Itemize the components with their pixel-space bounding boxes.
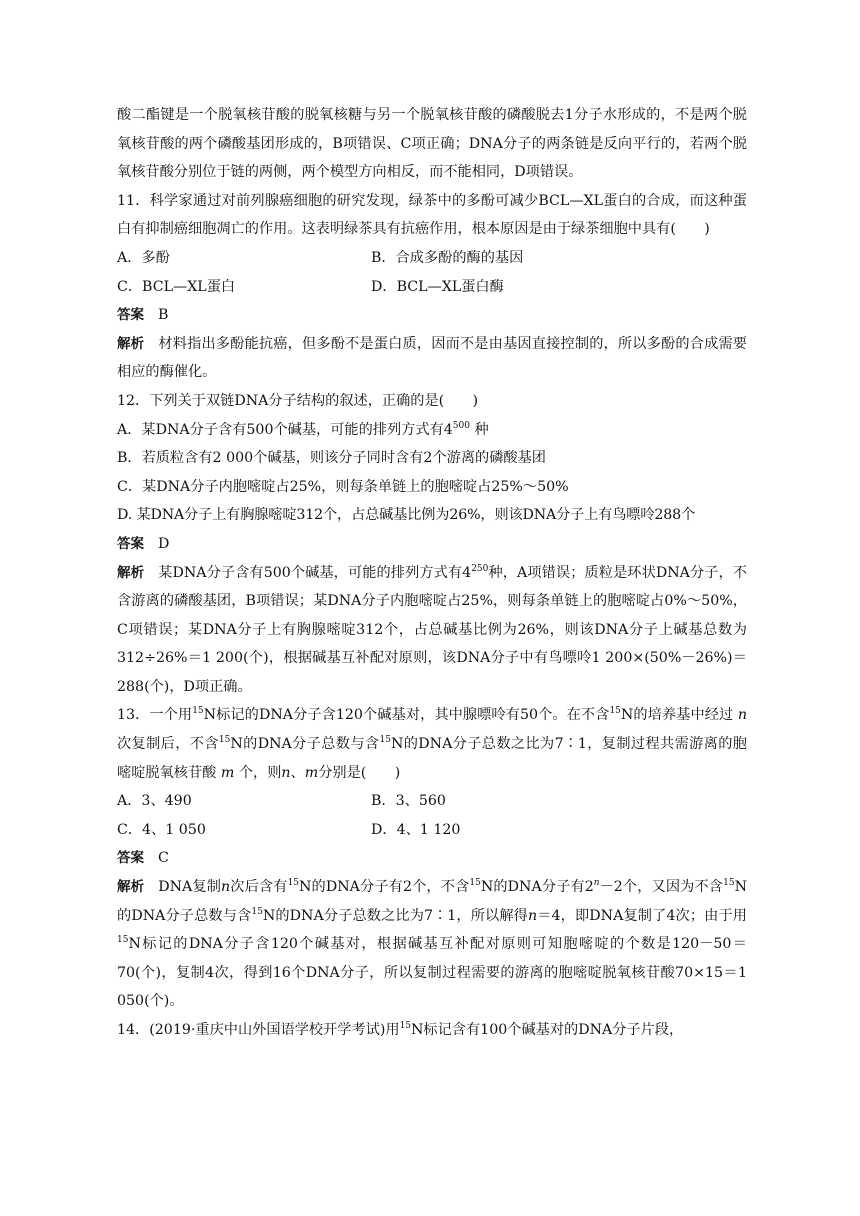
question-13-explanation bbox=[117, 873, 747, 1016]
question-12-stem: 12．下列关于双链DNA分子结构的叙述，正确的是( ) bbox=[117, 392, 479, 409]
superscript: 15 bbox=[609, 706, 621, 717]
question-11-options-row-2 bbox=[117, 273, 747, 302]
question-13-option-a: A．3、490 bbox=[117, 793, 192, 810]
variable: m bbox=[304, 764, 319, 781]
superscript: 15 bbox=[379, 735, 391, 746]
option-text: A．某DNA分子含有500个碱基，可能的排列方式有4 bbox=[117, 421, 453, 438]
superscript: 15 bbox=[251, 906, 263, 917]
explanation-text: N的DNA分子总数与含 bbox=[117, 879, 747, 924]
stem-text: 、 bbox=[290, 764, 305, 781]
question-11-option-d: D．BCL—XL蛋白酶 bbox=[371, 278, 504, 295]
stem-text: N标记的DNA分子含120个碱基对，其中腺嘌呤有50个。在不含 bbox=[203, 707, 610, 724]
option-text: 种 bbox=[474, 421, 489, 438]
question-11-option-c: C．BCL—XL蛋白 bbox=[117, 278, 236, 295]
superscript: 15 bbox=[287, 878, 300, 889]
question-11-option-a: A．多酚 bbox=[117, 249, 170, 266]
question-13-option-b: B．3、560 bbox=[371, 793, 446, 810]
stem-text: N的培养基中经过 bbox=[620, 707, 734, 724]
stem-text: 分别是( ) bbox=[318, 764, 401, 781]
explanation-text: N标记的DNA分子含120个碱基对，根据碱基互补配对原则可知胞嘧啶的个数是120－50＝70(个)，复制4次，得到16个DNA分子，所以复制过程需要的游离的胞嘧啶脱氧核苷酸70×15＝1 050(个)。 bbox=[117, 936, 747, 1010]
explanation-label: 解析 bbox=[117, 564, 145, 581]
superscript: 15 bbox=[218, 735, 231, 746]
superscript: 15 bbox=[117, 935, 129, 946]
explanation-text: 次后含有 bbox=[230, 879, 288, 896]
stem-text: 14．(2019·重庆中山外国语学校开学考试)用 bbox=[117, 1022, 400, 1038]
variable: n bbox=[527, 907, 538, 924]
question-13-options-row-1 bbox=[117, 787, 747, 816]
stem-text: N标记含有100个碱基对的DNA分子片段， bbox=[411, 1022, 684, 1038]
answer-value: C bbox=[158, 850, 169, 867]
superscript: 15 bbox=[469, 878, 481, 889]
explanation-text: 种，A项错误；质粒是环状DNA分子，不含游离的磷酸基团，B项错误；某DNA分子内胞嘧啶占25%，则每条单链上的胞嘧啶占0%～50%，C项错误；某DNA分子上有胸腺嘧啶312个，占总碱基比例为26%，则该DNA分子上碱基总数为312÷26%＝1 200(个)，根据碱基互补配对原则，该DNA分子中有鸟嘌呤1 200×(50%－26%)＝288(个)，D项正确。 bbox=[117, 564, 747, 695]
superscript: 15 bbox=[192, 706, 204, 717]
explanation-text: DNA复制 bbox=[158, 879, 222, 896]
stem-text: 个，则 bbox=[238, 764, 282, 781]
question-12-option-b: B．若质粒含有2 000个碱基，则该分子同时含有2个游离的磷酸基团 bbox=[117, 450, 546, 467]
answer-value: D bbox=[158, 535, 170, 552]
answer-label: 答案 bbox=[117, 850, 144, 867]
variable: n bbox=[737, 707, 747, 724]
superscript: 15 bbox=[723, 878, 735, 889]
answer-label: 答案 bbox=[117, 535, 144, 552]
superscript: 500 bbox=[452, 420, 470, 431]
question-11-stem: 11．科学家通过对前列腺癌细胞的研究发现，绿茶中的多酚可减少BCL—XL蛋白的合成，而这种蛋白有抑制癌细胞凋亡的作用。这表明绿茶具有抗癌作用，根本原因是由于绿茶细胞中具有( ) bbox=[117, 192, 747, 238]
question-11-options-row-1 bbox=[117, 244, 747, 273]
question-12-option-a bbox=[117, 416, 747, 445]
stem-text: 13．一个用 bbox=[117, 707, 193, 724]
explanation-label: 解析 bbox=[117, 879, 145, 896]
answer-label: 答案 bbox=[117, 307, 144, 324]
question-12-option-d: D. 某DNA分子上有胸腺嘧啶312个，占总碱基比例为26%，则该DNA分子上有鸟嘌呤288个 bbox=[117, 507, 696, 524]
question-11-option-b: B．合成多酚的酶的基因 bbox=[371, 249, 524, 266]
superscript: 250 bbox=[471, 563, 489, 574]
variable: n bbox=[281, 764, 291, 781]
superscript: n bbox=[593, 878, 600, 889]
stem-text: N的DNA分子总数与含 bbox=[230, 736, 380, 753]
explanation-text: N的DNA分子有2 bbox=[480, 879, 594, 896]
superscript: 15 bbox=[399, 1021, 412, 1031]
stem-text: N的DNA分子总数之比为7∶1，复制过程共需游离的胞嘧啶脱氧核苷酸 bbox=[117, 736, 747, 781]
variable: m bbox=[220, 764, 235, 781]
question-12-explanation bbox=[117, 559, 747, 702]
variable: n bbox=[221, 879, 231, 896]
stem-text: 次复制后，不含 bbox=[117, 736, 219, 753]
question-11-explanation bbox=[117, 330, 747, 387]
explanation-text: 某DNA分子含有500个碱基，可能的排列方式有4 bbox=[158, 564, 472, 581]
question-13-answer bbox=[117, 844, 747, 873]
page-content bbox=[117, 101, 747, 1045]
explanation-text: －2个，又因为不含 bbox=[599, 879, 724, 896]
intro-paragraph: 酸二酯键是一个脱氧核苷酸的脱氧核糖与另一个脱氧核苷酸的磷酸脱去1分子水形成的，不是两个脱氧核苷酸的两个磷酸基团形成的，B项错误、C项正确；DNA分子的两条链是反向平行的，若两个脱氧核苷酸分别位于链的两侧，两个模型方向相反，而不能相同，D项错误。 bbox=[117, 107, 747, 181]
question-13-options-row-2 bbox=[117, 816, 747, 845]
question-13-option-c: C．4、1 050 bbox=[117, 821, 206, 838]
question-14-stem bbox=[117, 1016, 747, 1045]
answer-value: B bbox=[158, 307, 169, 324]
question-13-stem bbox=[117, 701, 747, 787]
question-12-answer bbox=[117, 530, 747, 559]
question-11-answer bbox=[117, 301, 747, 330]
explanation-text: ＝4，即DNA复制了4次；由于用 bbox=[537, 907, 747, 924]
explanation-text: N的DNA分子总数之比为7∶1，所以解得 bbox=[262, 907, 528, 924]
question-12-option-c: C．某DNA分子内胞嘧啶占25%，则每条单链上的胞嘧啶占25%～50% bbox=[117, 478, 569, 495]
explanation-label: 解析 bbox=[117, 335, 145, 352]
question-13-option-d: D．4、1 120 bbox=[371, 821, 461, 838]
explanation-text: N的DNA分子有2个，不含 bbox=[299, 879, 470, 896]
explanation-text: 材料指出多酚能抗癌，但多酚不是蛋白质，因而不是由基因直接控制的，所以多酚的合成需要相应的酶催化。 bbox=[117, 335, 747, 381]
